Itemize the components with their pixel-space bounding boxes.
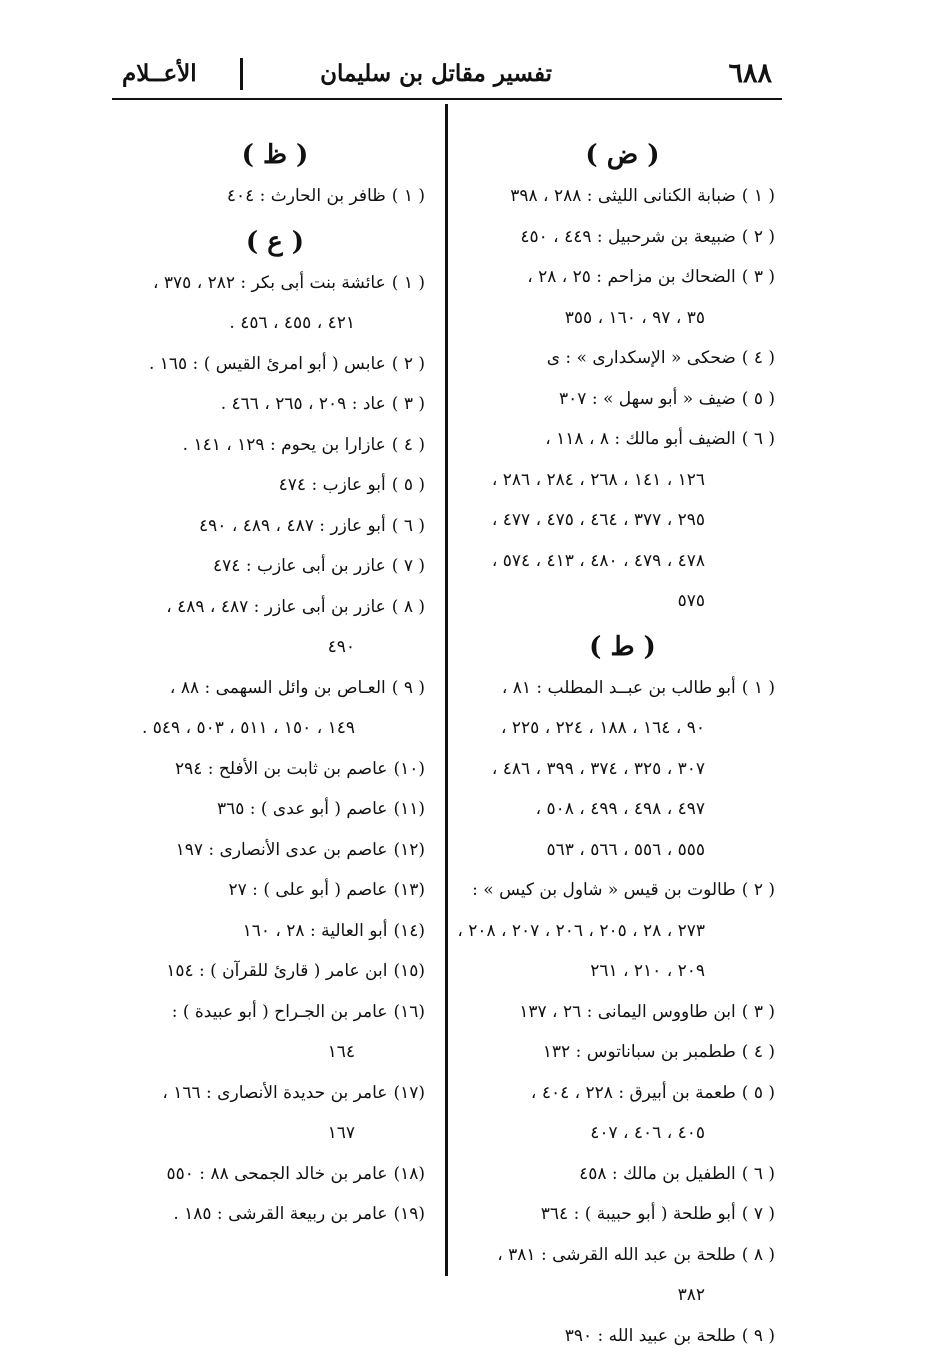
entry-text: العـاص بن وائل السهمى : ٨٨ ، <box>170 678 386 698</box>
entry-line <box>470 1164 775 1205</box>
header-rule <box>112 98 782 100</box>
index-entry <box>125 1204 425 1245</box>
index-entry <box>125 961 425 1002</box>
entry-line <box>125 637 425 678</box>
index-entry <box>470 227 775 268</box>
index-entry <box>470 880 775 1002</box>
entry-line <box>125 1083 425 1124</box>
entry-line <box>470 1002 775 1043</box>
entry-line <box>470 551 775 592</box>
entry-text: ٣٥ ، ٩٧ ، ١٦٠ ، ٣٥٥ <box>565 308 705 328</box>
entry-text: ٣٠٧ ، ٣٢٥ ، ٣٧٤ ، ٣٩٩ ، ٤٨٦ ، <box>492 759 705 779</box>
book-title: تفسير مقاتل بن سليمان <box>320 60 552 87</box>
entry-number: ( ٦ ) <box>742 429 775 449</box>
letter-heading: ( ع ) <box>125 227 425 263</box>
entry-line <box>125 759 425 800</box>
entry-number: (١٠) <box>393 759 425 779</box>
entry-text: ٤٢١ ، ٤٥٥ ، ٤٥٦ . <box>229 313 355 333</box>
entry-text: عاصم بن عدى الأنصارى : ١٩٧ <box>176 840 388 860</box>
entry-text: أبو عازب : ٤٧٤ <box>279 475 386 495</box>
entry-number: ( ٨ ) <box>392 597 425 617</box>
entry-line <box>470 1204 775 1245</box>
entry-number: ( ٣ ) <box>742 267 775 287</box>
entry-line <box>125 516 425 557</box>
entry-line <box>470 718 775 759</box>
page-number: ٦٨٨ <box>728 58 772 89</box>
entry-number: (١٥) <box>393 961 425 981</box>
entry-number: ( ٣ ) <box>742 1002 775 1022</box>
entry-text: ١٢٦ ، ١٤١ ، ٢٦٨ ، ٢٨٤ ، ٢٨٦ ، <box>492 470 705 490</box>
entry-line <box>125 186 425 227</box>
entry-text: أبو العالية : ٢٨ ، ١٦٠ <box>243 921 388 941</box>
entry-number: ( ١ ) <box>742 186 775 206</box>
entry-line <box>470 921 775 962</box>
entry-text: طلحة بن عبيد الله : ٣٩٠ <box>565 1326 736 1346</box>
entry-line <box>125 354 425 395</box>
entry-line <box>125 1204 425 1245</box>
index-entry <box>125 1002 425 1083</box>
entry-line <box>125 1042 425 1083</box>
entry-text: أبو طلحة ( أبو حبيبة ) : ٣٦٤ <box>541 1204 736 1224</box>
entry-line <box>470 186 775 227</box>
entry-number: (١٣) <box>393 880 425 900</box>
page-header <box>112 52 782 98</box>
left-column <box>125 140 425 1245</box>
entry-text: ٤٩٠ <box>328 637 355 657</box>
entry-number: ( ٢ ) <box>742 880 775 900</box>
entry-number: ( ٤ ) <box>392 435 425 455</box>
entry-line <box>470 227 775 268</box>
entry-text: ابن طاووس اليمانى : ٢٦ ، ١٣٧ <box>519 1002 736 1022</box>
index-entry <box>125 759 425 800</box>
index-entry <box>470 1083 775 1164</box>
entry-number: ( ٥ ) <box>392 475 425 495</box>
entry-number: (١٦) <box>393 1002 425 1022</box>
entry-line <box>470 1123 775 1164</box>
index-entry <box>470 1204 775 1245</box>
entry-text: ضبيعة بن شرحبيل : ٤٤٩ ، ٤٥٠ <box>520 227 735 247</box>
entry-text: الضحاك بن مزاحم : ٢٥ ، ٢٨ ، <box>527 267 736 287</box>
entry-line <box>470 1285 775 1326</box>
entry-line <box>125 435 425 476</box>
entry-text: عاصم بن ثابت بن الأفلح : ٢٩٤ <box>175 759 387 779</box>
index-entry <box>125 597 425 678</box>
entry-line <box>125 475 425 516</box>
entry-text: ضحكى « الإسكدارى » : ى <box>547 348 736 368</box>
entry-line <box>125 556 425 597</box>
entry-number: ( ٩ ) <box>742 1326 775 1346</box>
entry-line <box>125 718 425 759</box>
entry-line <box>470 470 775 511</box>
entry-number: ( ٢ ) <box>742 227 775 247</box>
entry-number: (١١) <box>393 799 425 819</box>
section-title: الأعــلام <box>122 60 197 87</box>
index-entry <box>125 921 425 962</box>
entry-number: ( ٨ ) <box>742 1245 775 1265</box>
letter-heading: ( ض ) <box>470 140 775 176</box>
index-entry <box>125 273 425 354</box>
entry-line <box>125 597 425 638</box>
entry-number: ( ١ ) <box>392 186 425 206</box>
entry-line <box>125 1002 425 1043</box>
entry-text: ٤٩٧ ، ٤٩٨ ، ٤٩٩ ، ٥٠٨ ، <box>536 799 705 819</box>
entry-line <box>470 591 775 632</box>
header-separator <box>240 58 243 90</box>
entry-line <box>470 840 775 881</box>
entry-text: عامر بن ربيعة القرشى : ١٨٥ . <box>173 1204 387 1224</box>
entry-number: ( ٧ ) <box>392 556 425 576</box>
entry-line <box>125 1123 425 1164</box>
index-entry <box>125 1083 425 1164</box>
index-entry <box>470 678 775 881</box>
entry-text: ٢٧٣ ، ٢٨ ، ٢٠٥ ، ٢٠٦ ، ٢٠٧ ، ٢٠٨ ، <box>457 921 705 941</box>
index-entry <box>125 394 425 435</box>
entry-line <box>125 840 425 881</box>
entry-text: ١٦٤ <box>328 1042 355 1062</box>
entry-line <box>125 273 425 314</box>
index-entry <box>125 799 425 840</box>
index-entry <box>470 267 775 348</box>
entry-text: عابس ( أبو امرئ القيس ) : ١٦٥ . <box>149 354 386 374</box>
entry-text: أبو طالب بن عبــد المطلب : ٨١ ، <box>502 678 736 698</box>
entry-line <box>470 389 775 430</box>
entry-number: ( ٥ ) <box>742 1083 775 1103</box>
entry-text: عازر بن أبى عازب : ٤٧٤ <box>213 556 386 576</box>
entry-text: ٢٩٥ ، ٣٧٧ ، ٤٦٤ ، ٤٧٥ ، ٤٧٧ ، <box>492 510 705 530</box>
entry-number: ( ٤ ) <box>742 348 775 368</box>
index-entry <box>470 186 775 227</box>
entry-line <box>125 313 425 354</box>
entry-text: ضبابة الكنانى الليثى : ٢٨٨ ، ٣٩٨ <box>510 186 736 206</box>
entry-text: ٤٧٨ ، ٤٧٩ ، ٤٨٠ ، ٤١٣ ، ٥٧٤ ، <box>492 551 705 571</box>
entry-line <box>125 678 425 719</box>
entry-line <box>470 348 775 389</box>
entry-line <box>125 921 425 962</box>
entry-line <box>470 510 775 551</box>
index-entry <box>470 429 775 632</box>
entry-text: ١٤٩ ، ١٥٠ ، ٥١١ ، ٥٠٣ ، ٥٤٩ . <box>142 718 355 738</box>
entry-line <box>470 267 775 308</box>
entry-text: أبو عازر : ٤٨٧ ، ٤٨٩ ، ٤٩٠ <box>199 516 386 536</box>
index-entry <box>125 516 425 557</box>
entry-text: عامر بن حديدة الأنصارى : ١٦٦ ، <box>162 1083 387 1103</box>
entry-text: ١٦٧ <box>328 1123 355 1143</box>
entry-number: ( ١ ) <box>392 273 425 293</box>
entry-number: (١٨) <box>393 1164 425 1184</box>
index-entry <box>125 556 425 597</box>
entry-text: عاد : ٢٠٩ ، ٢٦٥ ، ٤٦٦ . <box>221 394 386 414</box>
entry-text: ٤٠٥ ، ٤٠٦ ، ٤٠٧ <box>590 1123 705 1143</box>
entry-line <box>470 759 775 800</box>
letter-heading: ( ظ ) <box>125 140 425 176</box>
entry-text: ابن عامر ( قارئ للقرآن ) : ١٥٤ <box>166 961 387 981</box>
entry-text: عاصم ( أبو على ) : ٢٧ <box>229 880 388 900</box>
entry-text: ٣٨٢ <box>678 1285 705 1305</box>
index-entry <box>125 435 425 476</box>
entry-text: عاصم ( أبو عدى ) : ٣٦٥ <box>217 799 388 819</box>
entry-number: (١٢) <box>393 840 425 860</box>
entry-number: ( ٧ ) <box>742 1204 775 1224</box>
entry-line <box>125 394 425 435</box>
index-entry <box>125 678 425 759</box>
entry-line <box>470 1042 775 1083</box>
column-divider <box>445 104 448 1276</box>
entry-line <box>470 1326 775 1366</box>
index-entry <box>125 880 425 921</box>
entry-line <box>125 961 425 1002</box>
letter-heading: ( ط ) <box>470 632 775 668</box>
entry-text: ظافر بن الحارث : ٤٠٤ <box>227 186 386 206</box>
entry-line <box>470 961 775 1002</box>
entry-line <box>470 880 775 921</box>
entry-text: عائشة بنت أبى بكر : ٢٨٢ ، ٣٧٥ ، <box>153 273 386 293</box>
entry-text: ٩٠ ، ١٦٤ ، ١٨٨ ، ٢٢٤ ، ٢٢٥ ، <box>501 718 705 738</box>
index-entry <box>470 348 775 389</box>
entry-text: طلحة بن عبد الله القرشى : ٣٨١ ، <box>497 1245 736 1265</box>
index-entry <box>125 186 425 227</box>
index-entry <box>470 1042 775 1083</box>
entry-line <box>470 799 775 840</box>
entry-number: ( ١ ) <box>742 678 775 698</box>
index-entry <box>470 1002 775 1043</box>
entry-line <box>125 799 425 840</box>
right-column <box>470 140 775 1366</box>
entry-number: (١٤) <box>393 921 425 941</box>
entry-number: (١٧) <box>393 1083 425 1103</box>
entry-line <box>470 308 775 349</box>
entry-number: ( ٦ ) <box>392 516 425 536</box>
index-entry <box>470 1164 775 1205</box>
entry-number: ( ٩ ) <box>392 678 425 698</box>
entry-text: ٥٥٥ ، ٥٥٦ ، ٥٦٦ ، ٥٦٣ <box>546 840 705 860</box>
entry-text: ططمبر بن سباناتوس : ١٣٢ <box>543 1042 736 1062</box>
entry-text: ٥٧٥ <box>678 591 705 611</box>
entry-number: ( ٢ ) <box>392 354 425 374</box>
index-entry <box>125 840 425 881</box>
entry-text: ٢٠٩ ، ٢١٠ ، ٢٦١ <box>590 961 705 981</box>
entry-number: ( ٣ ) <box>392 394 425 414</box>
index-entry <box>125 1164 425 1205</box>
entry-number: ( ٥ ) <box>742 389 775 409</box>
entry-text: الضيف أبو مالك : ٨ ، ١١٨ ، <box>545 429 735 449</box>
entry-number: (١٩) <box>393 1204 425 1224</box>
entry-number: ( ٦ ) <box>742 1164 775 1184</box>
entry-text: عازارا بن يحوم : ١٢٩ ، ١٤١ . <box>183 435 386 455</box>
entry-text: عامر بن الجـراح ( أبو عبيدة ) : <box>172 1002 388 1022</box>
index-entry <box>470 1326 775 1366</box>
index-entry <box>125 354 425 395</box>
entry-number: ( ٤ ) <box>742 1042 775 1062</box>
entry-text: عازر بن أبى عازر : ٤٨٧ ، ٤٨٩ ، <box>166 597 386 617</box>
entry-text: طعمة بن أبيرق : ٢٢٨ ، ٤٠٤ ، <box>531 1083 736 1103</box>
index-entry <box>470 1245 775 1326</box>
entry-line <box>470 429 775 470</box>
index-entry <box>470 389 775 430</box>
entry-line <box>470 678 775 719</box>
entry-line <box>125 1164 425 1205</box>
entry-line <box>125 880 425 921</box>
entry-text: الطفيل بن مالك : ٤٥٨ <box>579 1164 736 1184</box>
entry-line <box>470 1245 775 1286</box>
entry-text: عامر بن خالد الجمحى ٨٨ : ٥٥٠ <box>166 1164 387 1184</box>
entry-text: ضيف « أبو سهل » : ٣٠٧ <box>559 389 736 409</box>
entry-line <box>470 1083 775 1124</box>
index-entry <box>125 475 425 516</box>
entry-text: طالوت بن قيس « شاول بن كيس » : <box>472 880 736 900</box>
